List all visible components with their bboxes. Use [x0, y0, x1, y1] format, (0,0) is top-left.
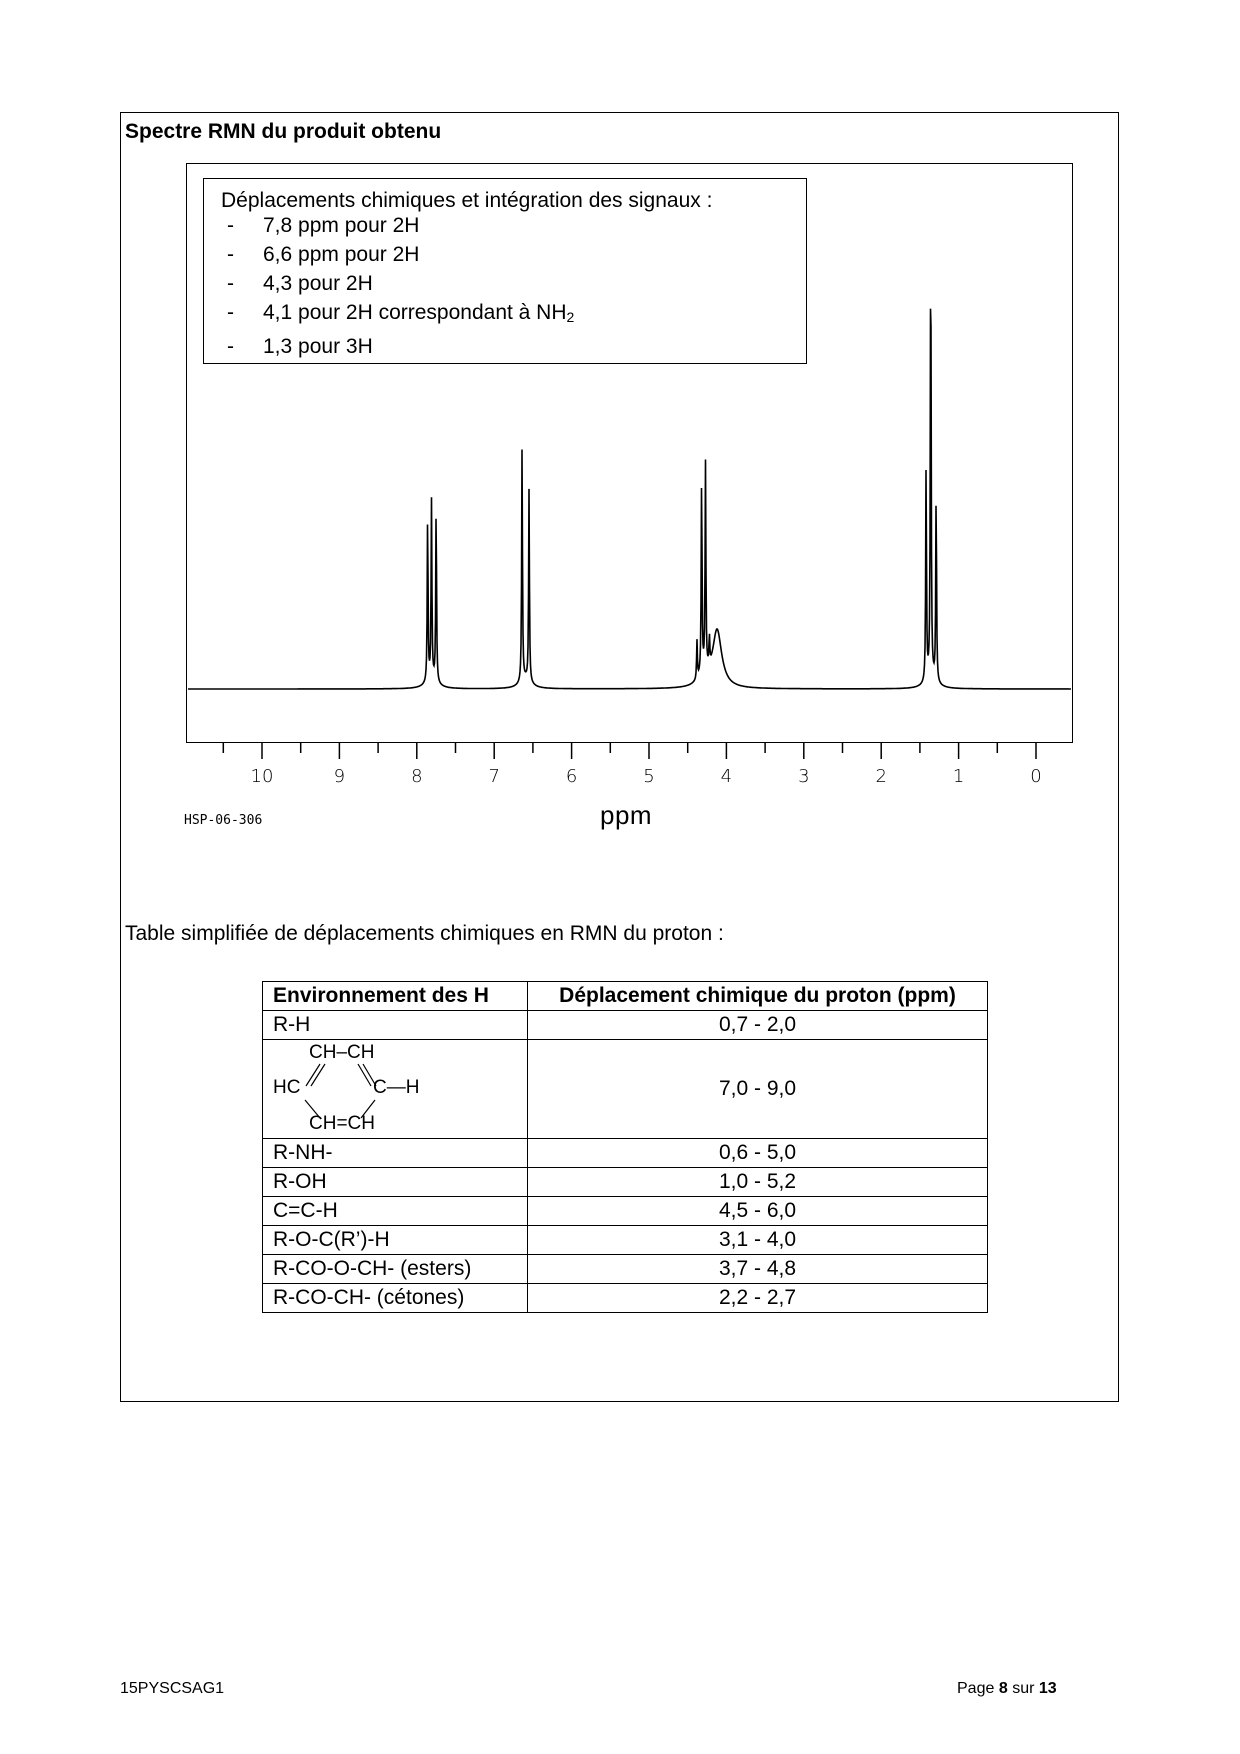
env-cell: R-H [263, 1011, 528, 1040]
table-row [263, 1226, 988, 1255]
x-tick-label: 4 [720, 766, 733, 787]
legend-item: - 6,6 ppm pour 2H [221, 240, 806, 269]
page-prefix: Page [957, 1680, 995, 1697]
column-header-environment: Environnement des H [263, 982, 528, 1011]
table-row [263, 1284, 988, 1313]
benzene-left: HC [273, 1077, 301, 1098]
shift-cell: 0,6 - 5,0 [528, 1139, 988, 1168]
shift-cell: 3,1 - 4,0 [528, 1226, 988, 1255]
shift-cell: 4,5 - 6,0 [528, 1197, 988, 1226]
spectrum-trace [188, 309, 1071, 689]
benzene-bottom: CH=CH [309, 1113, 375, 1134]
shift-cell: 3,7 - 4,8 [528, 1255, 988, 1284]
page-total: 13 [1038, 1680, 1057, 1697]
legend-heading: Déplacements chimiques et intégration des signaux : [221, 189, 713, 212]
table-row [263, 1139, 988, 1168]
x-tick-label: 10 [250, 766, 274, 787]
legend-item-text: 4,1 pour 2H correspondant à NH [263, 301, 567, 324]
chemical-shift-table [262, 981, 988, 1313]
document-code: 15PYSCSAG1 [120, 1680, 225, 1697]
shift-cell: 2,2 - 2,7 [528, 1284, 988, 1313]
env-cell: R-CO-CH- (cétones) [263, 1284, 528, 1313]
env-cell: R-CO-O-CH- (esters) [263, 1255, 528, 1284]
benzene-top: CH–CH [309, 1042, 375, 1063]
x-axis-label: ppm [600, 800, 653, 830]
legend-item: - 4,3 pour 2H [221, 269, 806, 298]
env-cell: R-O-C(R’)-H [263, 1226, 528, 1255]
env-cell: C=C-H [263, 1197, 528, 1226]
page-number [957, 1680, 1057, 1698]
table-row [263, 1011, 988, 1040]
x-tick-label: 6 [565, 766, 578, 787]
legend-item: - 1,3 pour 3H [221, 332, 806, 361]
spectrum-code: HSP-06-306 [184, 813, 263, 828]
x-tick-label: 7 [488, 766, 500, 787]
benzene-cell [263, 1040, 528, 1139]
table-row [263, 1255, 988, 1284]
legend-item: - 7,8 ppm pour 2H [221, 211, 806, 240]
column-header-shift: Déplacement chimique du proton (ppm) [528, 982, 988, 1011]
legend-item-nh2 [221, 298, 806, 332]
table-intro: Table simplifiée de déplacements chimiques en RMN du proton : [125, 922, 724, 945]
table-row [263, 1168, 988, 1197]
x-tick-label: 8 [411, 766, 423, 787]
table-row [263, 1197, 988, 1226]
benzene-right: C—H [373, 1077, 420, 1098]
table-header-row [263, 982, 988, 1011]
legend-list [221, 211, 806, 361]
shift-cell: 1,0 - 5,2 [528, 1168, 988, 1197]
shift-cell: 0,7 - 2,0 [528, 1011, 988, 1040]
env-cell: R-NH- [263, 1139, 528, 1168]
x-tick-label: 3 [798, 766, 810, 787]
signals-legend [203, 178, 807, 364]
x-tick-label: 1 [952, 766, 965, 787]
benzene-structure [263, 1040, 527, 1138]
env-cell: R-OH [263, 1168, 528, 1197]
section-title: Spectre RMN du produit obtenu [125, 120, 442, 143]
x-tick-label: 5 [643, 766, 655, 787]
page-sep: sur [1012, 1680, 1035, 1697]
page-current: 8 [998, 1680, 1008, 1697]
x-tick-label: 9 [333, 766, 346, 787]
shift-cell: 7,0 - 9,0 [528, 1040, 988, 1139]
table-row [263, 1040, 988, 1139]
legend-subscript: 2 [566, 309, 575, 325]
x-tick-label: 2 [875, 766, 887, 787]
x-tick-label: 0 [1030, 766, 1042, 787]
